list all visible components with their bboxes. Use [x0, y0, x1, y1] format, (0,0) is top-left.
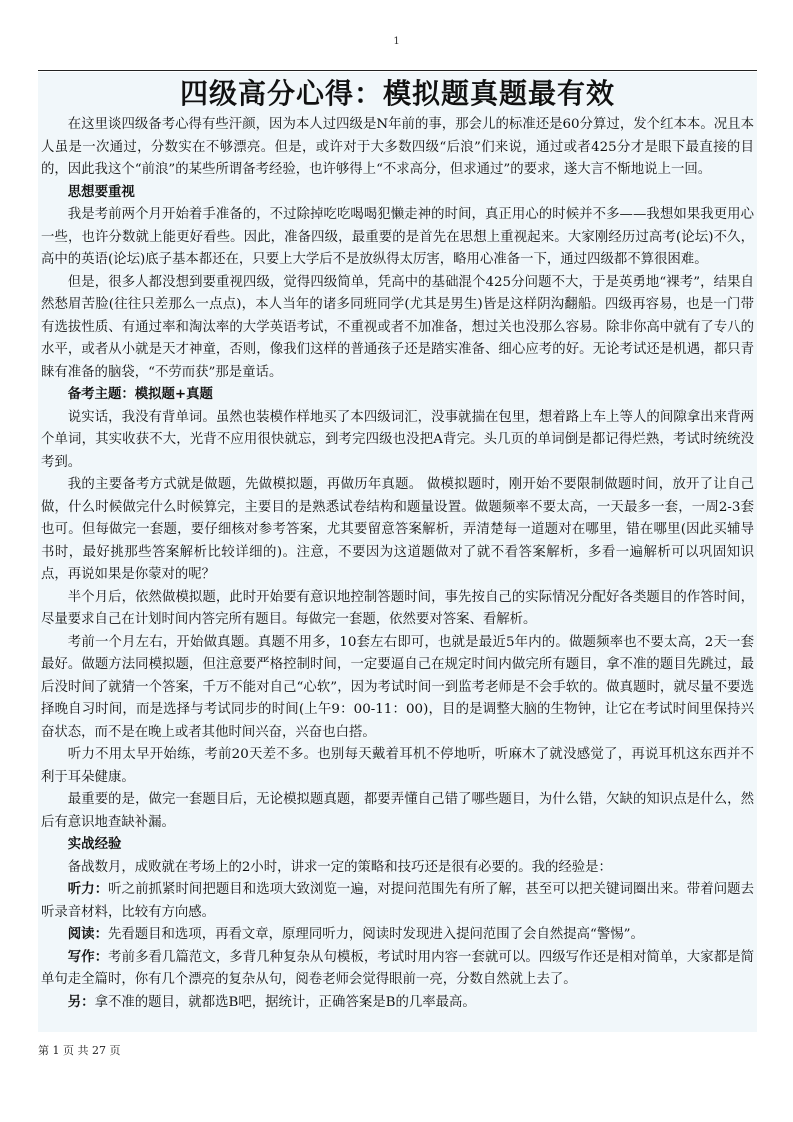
paragraph: 说实话，我没有背单词。虽然也装模作样地买了本四级词汇，没事就揣在包里，想着路上车上等人的间隙拿出来背两个单词，其实收获不大，光背不应用很快就忘，到考完四级也没把A背完。头几页的单词倒是都记得烂熟，考试时统统没考到。 [41, 409, 754, 470]
tip-lead: 阅读： [67, 927, 108, 942]
tip-lead: 另： [67, 994, 95, 1010]
tip-lead: 听力： [67, 882, 109, 897]
tip-text: 听之前抓紧时间把题目和选项大致浏览一遍，对提问范围先有所了解，甚至可以把关键词圈出来。带着问题去听录音材料，比较有方向感。 [41, 882, 755, 920]
paragraph: 我的主要备考方式就是做题，先做模拟题，再做历年真题。 做模拟题时，刚开始不要限制做题时间，放开了让自己做，什么时候做完什么时候算完，主要目的是熟悉试卷结构和题量设置。做题频率不要太高，一天最多一套，一周2-3套也可。但每做完一套题，要仔细核对参考答案，尤其要留意答案解析，弄清楚每一道题对在哪里，错在哪里(因此买辅导书时，最好挑那些答案解析比较详细的)。注意，不要因为这道题做对了就不看答案解析，多看一遍解析可以巩固知识点，再说如果是你蒙对的呢？ [41, 477, 754, 582]
paragraph: 最重要的是，做完一套题目后，无论模拟题真题，都要弄懂自己错了哪些题目，为什么错，欠缺的知识点是什么，然后有意识地查缺补漏。 [41, 792, 754, 830]
tip-other [41, 992, 754, 1015]
intro-paragraph: 在这里谈四级备考心得有些汗颜，因为本人过四级是N年前的事，那会儿的标准还是60分算过，发个红本本。况且本人虽是一次通过，分数实在不够漂亮。但是，或许对于大多数四级“后浪”们来说，通过或者425分才是眼下最直接的目的，因此我这个“前浪”的某些所谓备考经验，也许够得上“不求高分，但求通过”的要求，遂大言不惭地说上一回。 [41, 117, 754, 177]
tip-reading [41, 924, 754, 947]
tip-text: 先看题目和选项，再看文章，原理同听力，阅读时发现进入提问范围了会自然提高“警惕”。 [107, 927, 644, 942]
tip-listening [41, 879, 754, 924]
tip-lead: 写作： [67, 949, 109, 965]
paragraph: 但是，很多人都没想到要重视四级，觉得四级简单，凭高中的基础混个425分问题不大，于是英勇地“裸考”，结果自然愁眉苦脸(往往只差那么一点点)，本人当年的诸多同班同学(尤其是男生)皆是这样阴沟翻船。四级再容易，也是一门带有选拔性质、有通过率和淘汰率的大学英语考试，不重视或者不加准备，想过关也没那么容易。除非你高中就有了专八的水平，或者从小就是天才神童，否则，像我们这样的普通孩子还是踏实准备、细心应考的好。无论考试还是机遇，都只青睐有准备的脑袋，“不劳而获”那是童话。 [41, 274, 754, 380]
document-title: 四级高分心得：模拟题真题最有效 [179, 77, 615, 110]
section-heading-mindset: 思想要重视 [67, 184, 135, 200]
paragraph: 我是考前两个月开始着手准备的，不过除掉吃吃喝喝犯懒走神的时间，真正用心的时候并不多——我想如果我更用心一些，也许分数就上能更好看些。因此，准备四级，最重要的是首先在思想上重视起来。大家刚经历过高考(论坛)不久，高中的英语(论坛)底子基本都还在，只要上大学后不是放纵得太厉害，略用心准备一下，通过四级都不算很困难。 [41, 207, 754, 267]
section-heading-practice: 实战经验 [67, 837, 122, 852]
page-number-top: 1 [393, 36, 400, 47]
tip-writing [41, 947, 754, 992]
page-footer: 第 1 页 共 27 页 [38, 1044, 121, 1057]
document-body [38, 72, 757, 1032]
paragraph: 考前一个月左右，开始做真题。真题不用多，10套左右即可，也就是最近5年内的。做题频率也不要太高，2天一套最好。做题方法同模拟题，但注意要严格控制时间，一定要逼自己在规定时间内做完所有题目，拿不准的题目先跳过，最后没时间了就猜一个答案，千万不能对自己“心软”，因为考试时间一到监考老师是不会手软的。做真题时，就尽量不要选择晚自习时间，而是选择与考试同步的时间(上午9：00-11：00)，目的是调整大脑的生物钟，让它在考试时间里保持兴奋状态，而不是在晚上或者其他时间兴奋，兴奋也白搭。 [41, 634, 754, 740]
tip-text: 考前多看几篇范文，多背几种复杂从句模板，考试时用内容一套就可以。四级写作还是相对简单，大家都是简单句走全篇时，你有几个漂亮的复杂从句，阅卷老师会觉得眼前一亮，分数自然就上去了。 [41, 949, 755, 987]
tip-text: 拿不准的题目，就都选B吧，据统计，正确答案是B的几率最高。 [94, 994, 476, 1010]
paragraph: 听力不用太早开始练，考前20天差不多。也别每天戴着耳机不停地听，听麻木了就没感觉了，再说耳机这东西并不利于耳朵健康。 [41, 747, 754, 785]
paragraph: 备战数月，成败就在考场上的2小时，讲求一定的策略和技巧还是很有必要的。我的经验是： [67, 859, 612, 875]
header-rule [38, 70, 757, 71]
paragraph: 半个月后，依然做模拟题，此时开始要有意识地控制答题时间，事先按自己的实际情况分配好各类题目的作答时间，尽量要求自己在计划时间内答完所有题目。每做完一套题，依然要对答案、看解析。 [41, 589, 754, 627]
section-heading-prep: 备考主题：模拟题+真题 [67, 387, 213, 402]
